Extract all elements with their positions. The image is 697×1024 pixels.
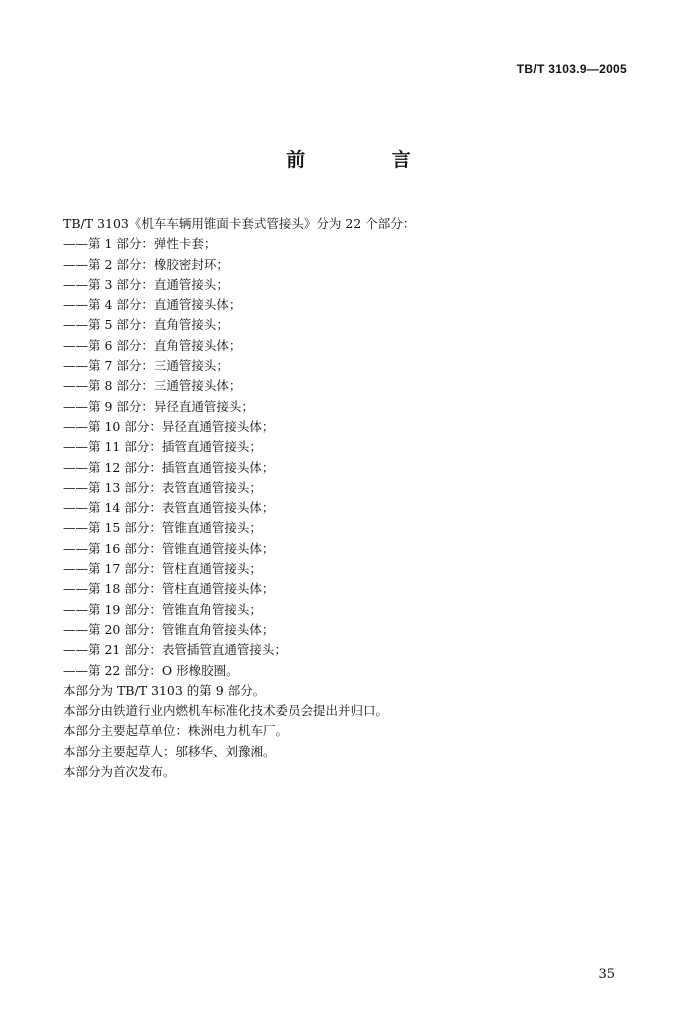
standard-code-header: TB/T 3103.9—2005 (516, 62, 627, 76)
list-item: ——第 19 部分：管锥直角管接头； (63, 601, 262, 617)
intro-paragraph: TB/T 3103《机车车辆用锥面卡套式管接头》分为 22 个部分： (63, 216, 416, 231)
list-item: ——第 5 部分：直角管接头； (63, 317, 229, 333)
list-item: ——第 22 部分：O 形橡胶圈。 (63, 662, 239, 678)
list-item: ——第 18 部分：管柱直通管接头体； (63, 581, 275, 597)
list-item: ——第 9 部分：异径直通管接头； (63, 398, 254, 414)
list-item: ——第 12 部分：插管直通管接头体； (63, 459, 275, 475)
foreword-body (63, 214, 633, 782)
list-item: ——第 16 部分：管锥直通管接头体； (63, 540, 275, 556)
statement-paragraph: 本部分主要起草人：邬移华、刘豫湘。 (63, 743, 276, 759)
statement-paragraph: 本部分为首次发布。 (63, 764, 176, 780)
list-item: ——第 2 部分：橡胶密封环； (63, 256, 229, 272)
list-item: ——第 3 部分：直通管接头； (63, 276, 229, 292)
list-item: ——第 13 部分：表管直通管接头； (63, 479, 262, 495)
list-item: ——第 4 部分：直通管接头体； (63, 297, 242, 313)
list-item: ——第 15 部分：管锥直通管接头； (63, 520, 262, 536)
statement-paragraph: 本部分主要起草单位：株洲电力机车厂。 (63, 723, 289, 739)
list-item: ——第 7 部分：三通管接头； (63, 358, 229, 374)
page-number: 35 (598, 967, 615, 982)
list-item: ——第 11 部分：插管直通管接头； (63, 439, 262, 455)
list-item: ——第 6 部分：直角管接头体； (63, 337, 242, 353)
page-title: 前 言 (286, 149, 451, 171)
list-item: ——第 10 部分：异径直通管接头体； (63, 418, 275, 434)
list-item: ——第 17 部分：管柱直通管接头； (63, 561, 262, 577)
list-item: ——第 8 部分：三通管接头体； (63, 378, 242, 394)
statement-paragraph: 本部分为 TB/T 3103 的第 9 部分。 (63, 682, 266, 698)
list-item: ——第 20 部分：管锥直角管接头体； (63, 621, 275, 637)
list-item: ——第 14 部分：表管直通管接头体； (63, 500, 275, 516)
statement-paragraph: 本部分由铁道行业内燃机车标准化技术委员会提出并归口。 (63, 703, 389, 719)
list-item: ——第 1 部分：弹性卡套； (63, 236, 217, 252)
list-item: ——第 21 部分：表管插管直通管接头； (63, 642, 287, 658)
